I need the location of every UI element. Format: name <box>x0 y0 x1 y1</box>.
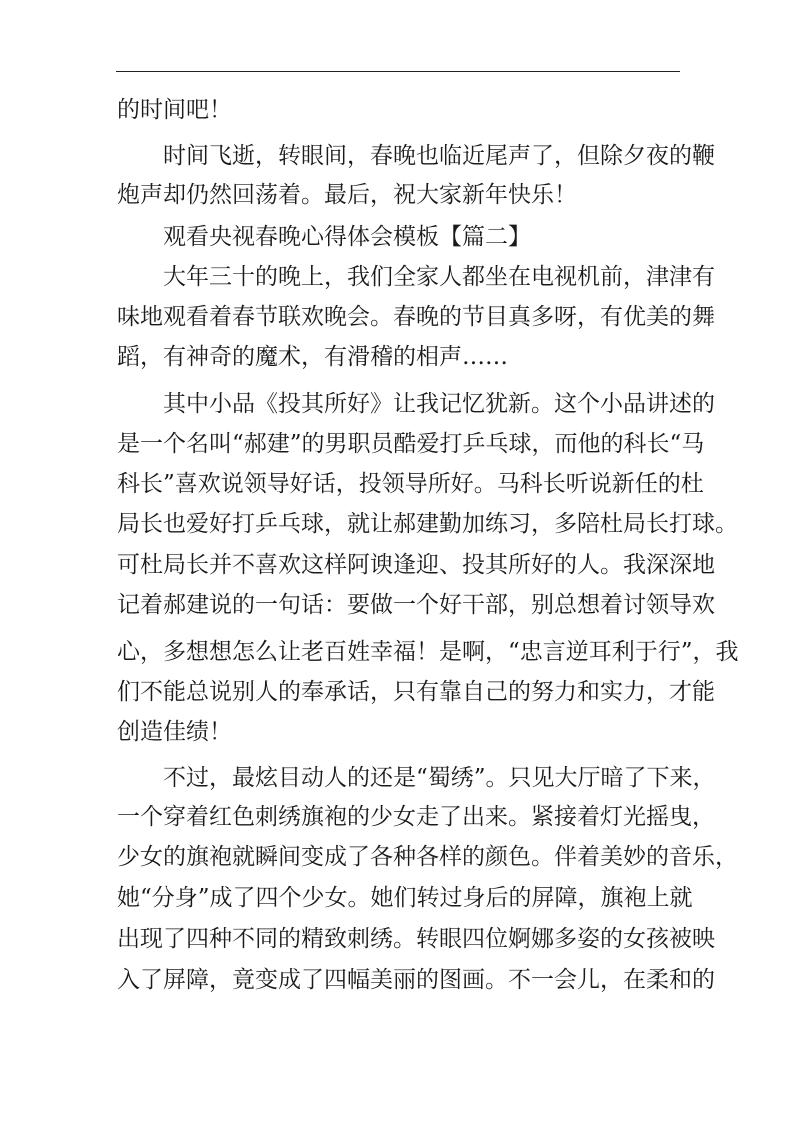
text-line: 出现了四种不同的精致刺绣。转眼四位婀娜多姿的女孩被映 <box>117 926 715 952</box>
text-line: 科长”喜欢说领导好话，投领导所好。马科长听说新任的杜 <box>117 471 704 497</box>
text-line: 炮声却仍然回荡着。最后，祝大家新年快乐！ <box>117 182 577 208</box>
header-rule <box>116 71 680 72</box>
text-line: 是一个名叫“郝建”的男职员酷爱打乒乓球，而他的科长“马 <box>117 431 705 457</box>
text-line: 可杜局长并不喜欢这样阿谀逢迎、投其所好的人。我深深地 <box>117 552 715 578</box>
text-line: 一个穿着红色刺绣旗袍的少女走了出来。紧接着灯光摇曳， <box>117 804 715 830</box>
text-line: 创造佳绩！ <box>117 719 232 745</box>
text-line: 们不能总说别人的奉承话，只有靠自己的努力和实力，才能 <box>117 679 715 705</box>
section-heading: 观看央视春晚心得体会模板【篇二】 <box>163 224 531 250</box>
text-line: 心，多想想怎么让老百姓幸福！是啊，“忠言逆耳利于行”，我 <box>117 639 739 665</box>
text-line: 的时间吧！ <box>117 97 232 123</box>
text-line: 她“分身”成了四个少女。她们转过身后的屏障，旗袍上就 <box>117 885 693 911</box>
text-line: 局长也爱好打乒乓球，就让郝建勤加练习，多陪杜局长打球。 <box>117 511 738 537</box>
text-line: 时间飞逝，转眼间，春晚也临近尾声了，但除夕夜的鞭 <box>163 143 715 169</box>
text-line: 其中小品《投其所好》让我记忆犹新。这个小品讲述的 <box>163 391 715 417</box>
text-line: 味地观看着春节联欢晚会。春晚的节目真多呀，有优美的舞 <box>117 304 715 330</box>
text-line: 蹈，有神奇的魔术，有滑稽的相声…… <box>117 344 508 370</box>
text-line: 记着郝建说的一句话：要做一个好干部，别总想着讨领导欢 <box>117 592 715 618</box>
text-line: 不过，最炫目动人的还是“蜀绣”。只见大厅暗了下来， <box>163 765 716 791</box>
text-line: 少女的旗袍就瞬间变成了各种各样的颜色。伴着美妙的音乐， <box>117 844 738 870</box>
text-line: 大年三十的晚上，我们全家人都坐在电视机前，津津有 <box>163 264 715 290</box>
text-line: 入了屏障，竟变成了四幅美丽的图画。不一会儿，在柔和的 <box>117 967 715 993</box>
